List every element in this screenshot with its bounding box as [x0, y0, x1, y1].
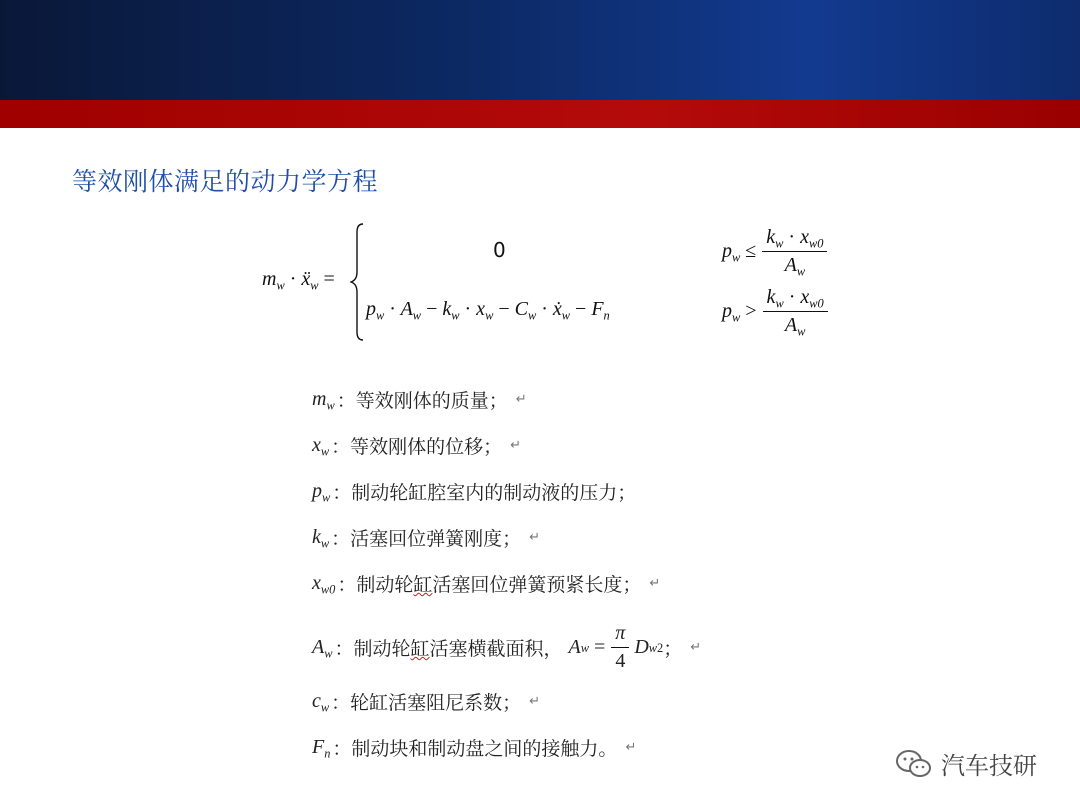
watermark — [895, 746, 1037, 781]
case1-condition: $p_w$ ≤ $\frac{k_w \cdot x_{w0}}{A_w}$ — [722, 226, 827, 277]
slide-title: 等效刚体满足的动力学方程 — [72, 167, 379, 196]
aw-formula: A w = $\frac{\pi}{4}$ D w 2 — [568, 622, 664, 672]
def-mw: $m_w$ ：等效刚体的质量； ↵ — [312, 388, 527, 413]
header-red-stripe — [0, 100, 1080, 128]
watermark-text: 汽车技研 — [941, 752, 1037, 780]
def-xw: $x_w$ ：等效刚体的位移； ↵ — [312, 434, 522, 459]
equation-lhs: $m_w$ · ẍ$_w$ = — [262, 268, 335, 293]
header-band — [0, 0, 1080, 100]
case1-value: 0 — [493, 238, 506, 262]
def-aw: $A_w$ ：制动轮 缸 活塞横截面积， A w = $\frac{\pi}{4}$ D w 2 ； ↵ — [312, 622, 702, 672]
case2-value: $p_w \cdot A_w - k_w \cdot x_w - C_w$ · ẋ$_w$ − $F_n$ — [366, 298, 610, 323]
def-cw: $c_w$ ：轮缸活塞阻尼系数； ↵ — [312, 690, 541, 715]
def-pw: $p_w$ ：制动轮缸腔室内的制动液的压力； — [312, 480, 637, 505]
wechat-icon — [895, 748, 933, 780]
def-kw: $k_w$ ：活塞回位弹簧刚度； ↵ — [312, 526, 541, 551]
def-fn: $F_n$ ：制动块和制动盘之间的接触力。 ↵ — [312, 736, 637, 761]
def-xw0: $x_{w0}$ ：制动轮 缸 活塞回位弹簧预紧长度； ↵ — [312, 572, 661, 597]
case2-condition: $p_w$ > $\frac{k_w \cdot x_{w0}}{A_w}$ — [722, 286, 828, 337]
left-brace — [350, 222, 364, 342]
